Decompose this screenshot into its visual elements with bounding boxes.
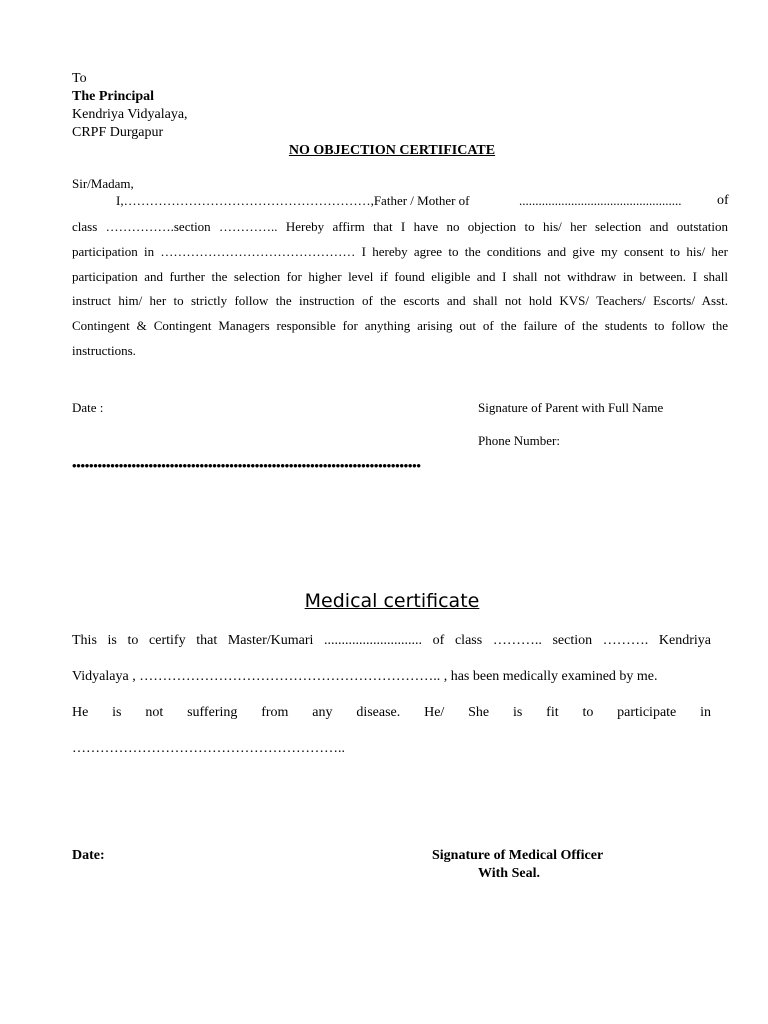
medical-date-label: Date: — [72, 848, 105, 863]
section-separator: •••••••••••••••••••••••••••••••••••••••••••••••••••••••••••••••••••••••••••••••••• — [72, 458, 421, 473]
noc-date-label: Date : — [72, 400, 104, 415]
medical-line-2: Vidyalaya , ……………………………………………………….. , has been medically examined by me. — [72, 669, 658, 684]
parent-signature-label: Signature of Parent with Full Name — [478, 400, 664, 415]
noc-paragraph-line-2: class …………….section ………….. Hereby affirm that I have no objection to his/ her selection and outstation — [72, 219, 728, 234]
noc-paragraph-line-7: instructions. — [72, 343, 136, 358]
noc-paragraph-line-6: Contingent & Contingent Managers responsible for anything arising out of the failure of the students to follow the — [72, 318, 728, 333]
medical-line-1: This is to certify that Master/Kumari ............................ of class ……….. section ………. Kendriya — [72, 633, 711, 648]
medical-officer-signature: Signature of Medical Officer — [432, 848, 604, 863]
parent-name-line: I,…………………………………………………,Father / Mother of — [116, 193, 470, 208]
noc-paragraph-line-4: participation and further the selection for higher level if found eligible and I shall not withdraw in between. I shall — [72, 269, 728, 284]
phone-number-label: Phone Number: — [478, 433, 560, 448]
of-label: of — [717, 193, 729, 208]
child-name-blank: .................................................. — [519, 193, 682, 208]
medical-title: Medical certificate — [304, 590, 480, 612]
noc-title: NO OBJECTION CERTIFICATE — [288, 143, 496, 158]
noc-paragraph-line-5: instruct him/ her to strictly follow the instruction of the escorts and shall not hold KVS/ Teachers/ Escorts/ Asst. — [72, 293, 728, 308]
medical-seal-label: With Seal. — [478, 866, 540, 881]
salutation: Sir/Madam, — [72, 176, 134, 191]
principal-label: The Principal — [72, 89, 155, 104]
school-location: CRPF Durgapur — [72, 125, 164, 140]
medical-line-3: He is not suffering from any disease. He/ She is fit to participate in — [72, 705, 711, 720]
school-name: Kendriya Vidyalaya, — [72, 107, 188, 122]
to-label: To — [72, 71, 87, 86]
medical-line-4: ………………………………………………….. — [72, 741, 345, 756]
noc-paragraph-line-3: participation in ……………………………………… I hereby agree to the conditions and give my consent to his/ her — [72, 244, 728, 259]
